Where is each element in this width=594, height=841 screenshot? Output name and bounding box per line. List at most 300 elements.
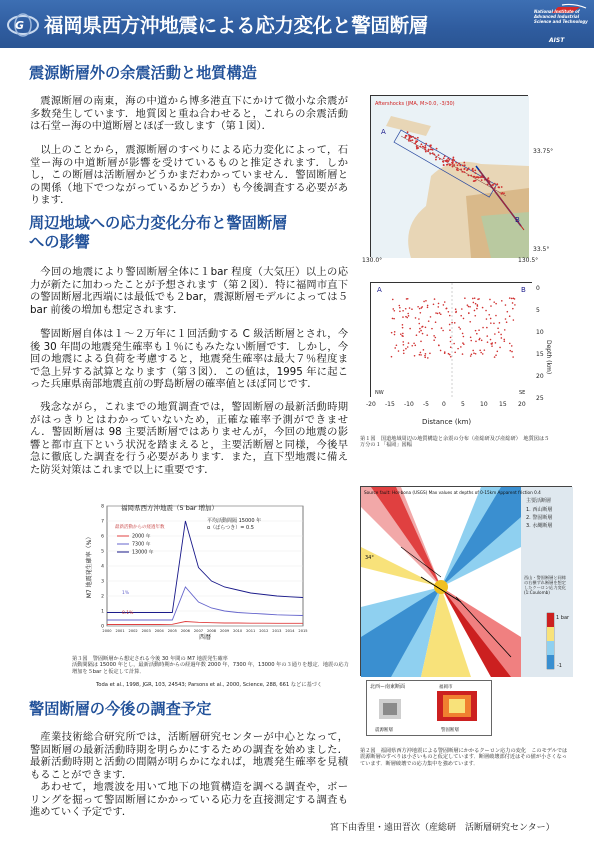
aftershock-dot	[438, 154, 440, 156]
hypocenter-dot	[400, 333, 402, 335]
aftershock-dot	[463, 162, 465, 164]
hypocenter-dot	[459, 328, 461, 330]
hypocenter-dot	[392, 308, 394, 310]
hypocenter-dot	[461, 308, 463, 310]
figure2-legend-item-1: 1. 西山断層	[526, 507, 553, 513]
aftershock-dot	[473, 176, 475, 178]
aftershock-dot	[466, 169, 468, 171]
aftershock-dot	[443, 164, 445, 166]
hypocenter-dot	[499, 347, 501, 349]
hypocenter-dot	[442, 330, 444, 332]
figure1-section-label-b: B	[521, 286, 526, 294]
hypocenter-dot	[401, 335, 403, 337]
figure3-chart	[87, 500, 309, 640]
hypocenter-dot	[450, 346, 452, 348]
hypocenter-dot	[408, 315, 410, 317]
hypocenter-dot	[486, 335, 488, 337]
section3-paragraph-2: あわせて，地震波を用いて地下の地質構造を調べる調査や，ボーリングを掘って警固断層にかかっている応力を直接測定する調査も進めていく予定です．	[30, 781, 348, 819]
hypocenter-dot	[415, 317, 417, 319]
section2-paragraph-3: 残念ながら，これまでの地質調査では，警固断層の最新活動時期がはっきりとはわかっていないため，正確な確率予測ができません．警固断層は 98 主要活断層ではありませんが，今回の地震の影響と都市直下という状況を踏まえると，主要活断層と同様，今後早急に徹底した調査を行う必要があります．また，直下型地震に備えた防災対策はこれまで以上に重要です．	[30, 401, 348, 476]
hypocenter-dot	[419, 308, 421, 310]
figure2-inset-graphic	[367, 681, 493, 737]
hypocenter-dot	[495, 354, 497, 356]
hypocenter-dot	[422, 333, 424, 335]
hypocenter-dot	[472, 298, 474, 300]
hypocenter-dot	[420, 312, 422, 314]
hypocenter-dot	[430, 316, 432, 318]
figure1-distance-tick: 5	[461, 401, 465, 408]
aftershock-dot	[503, 192, 505, 194]
figure2-scale-max: 1 bar	[556, 615, 570, 621]
aftershock-dot	[462, 165, 464, 167]
aftershock-dot	[468, 174, 470, 176]
hypocenter-dot	[493, 323, 495, 325]
hypocenter-dot	[500, 334, 502, 336]
hypocenter-dot	[420, 330, 422, 332]
hypocenter-dot	[454, 351, 456, 353]
figure1-caption: 第１図 国道地域周辺の地質構造と余震の分布（産総研及び産総研） 地質図は５万分の１「福岡」図幅	[360, 436, 550, 449]
aftershock-dot	[496, 184, 498, 186]
hypocenter-dot	[474, 315, 476, 317]
hypocenter-dot	[477, 298, 479, 300]
hypocenter-dot	[514, 298, 516, 300]
hypocenter-dot	[495, 342, 497, 344]
hypocenter-dot	[449, 315, 451, 317]
figure3-xtick: 2012	[259, 629, 269, 633]
aftershock-dot	[464, 164, 466, 166]
figure2-inset-section	[366, 680, 492, 736]
hypocenter-dot	[514, 304, 516, 306]
figure1-depth-tick: 25	[536, 395, 544, 402]
hypocenter-dot	[444, 352, 446, 354]
figure3-xtick: 2006	[180, 629, 190, 633]
section1-title-text: 震源断層外の余震活動と地質構造	[29, 64, 257, 82]
figure2-box-title: Source fault: Hor-bona (USGS) Max values at depths of 0-15km Apparent friction 0.4	[364, 490, 541, 495]
figure1-lon-right: 130.5°	[518, 257, 539, 264]
figure1-distance-tick: -10	[404, 401, 414, 408]
hypocenter-dot	[453, 343, 455, 345]
hypocenter-dot	[407, 313, 409, 315]
hypocenter-dot	[402, 316, 404, 318]
aftershock-dot	[461, 171, 463, 173]
hypocenter-dot	[455, 311, 457, 313]
hypocenter-dot	[413, 342, 415, 344]
hypocenter-dot	[491, 345, 493, 347]
figure1-distance-tick: -5	[423, 401, 429, 408]
hypocenter-dot	[402, 310, 404, 312]
section1-paragraph-1: 震源断層の南東，海の中道から博多港直下にかけて微小な余震が多数発生しています．地質図と重ね合わせると，これらの余震活動は石堂ー海の中道断層とほぼ一致します（第１図）．	[30, 95, 348, 133]
hypocenter-dot	[469, 306, 471, 308]
authors-footer: 宮下由香里・遠田晋次（産総研 活断層研究センター）	[330, 823, 555, 833]
aftershock-dot	[494, 183, 496, 185]
figure3-xtick: 2008	[206, 629, 217, 633]
hypocenter-dot	[394, 334, 396, 336]
hypocenter-dot	[512, 302, 514, 304]
hypocenter-dot	[409, 307, 411, 309]
hypocenter-dot	[460, 315, 462, 317]
aftershock-dot	[414, 137, 416, 139]
aftershock-dot	[472, 170, 474, 172]
figure2-inset-source: 震源断層	[375, 728, 393, 733]
aftershock-dot	[416, 145, 418, 147]
hypocenter-dot	[419, 328, 421, 330]
hypocenter-dot	[396, 344, 398, 346]
figure3-caption: 第３図 警固断層から想定される今後 30 年間の M7 地震発生確率 活動間隔は 15000 年とし，最新活動時期からの経過年数 2000 年，7300 年，13000 年の３通りを想定．地震の応力増加を５bar と仮定して計算．	[72, 656, 349, 675]
aftershock-dot	[425, 143, 427, 145]
hypocenter-dot	[418, 318, 420, 320]
aftershock-dot	[439, 158, 441, 160]
hypocenter-dot	[512, 308, 514, 310]
hypocenter-dot	[419, 354, 421, 356]
aftershock-dot	[492, 184, 494, 186]
hypocenter-dot	[482, 327, 484, 329]
figure3-ytick: 3	[101, 579, 104, 585]
figure1-distance-tick: 0	[442, 401, 446, 408]
hypocenter-dot	[473, 352, 475, 354]
hypocenter-dot	[424, 355, 426, 357]
aftershock-dot	[478, 177, 480, 179]
aftershock-dot	[442, 161, 444, 163]
aftershock-dot	[416, 148, 418, 150]
hypocenter-dot	[474, 297, 476, 299]
hypocenter-dot	[511, 298, 513, 300]
hypocenter-dot	[494, 356, 496, 358]
hypocenter-dot	[402, 324, 404, 326]
figure1-map-label-a: A	[381, 128, 386, 136]
hypocenter-dot	[437, 306, 439, 308]
figure2-lat: 34°	[365, 555, 374, 561]
hypocenter-dot	[504, 329, 506, 331]
aftershock-dot	[421, 143, 423, 145]
hypocenter-dot	[444, 301, 446, 303]
hypocenter-dot	[490, 339, 492, 341]
hypocenter-dot	[435, 312, 437, 314]
figure1-map	[370, 95, 528, 257]
hypocenter-dot	[475, 341, 477, 343]
aftershock-dot	[407, 131, 409, 133]
figure1-section-label-a: A	[377, 286, 382, 294]
hypocenter-dot	[433, 339, 435, 341]
hypocenter-dot	[509, 343, 511, 345]
aftershock-dot	[476, 176, 478, 178]
hypocenter-dot	[420, 352, 422, 354]
hypocenter-dot	[440, 350, 442, 352]
aftershock-dot	[494, 187, 496, 189]
figure3-xtick: 2000	[102, 629, 112, 633]
hypocenter-dot	[394, 347, 396, 349]
hypocenter-dot	[405, 308, 407, 310]
hypocenter-dot	[419, 331, 421, 333]
hypocenter-dot	[503, 339, 505, 341]
hypocenter-dot	[423, 349, 425, 351]
hypocenter-dot	[457, 348, 459, 350]
hypocenter-dot	[450, 337, 452, 339]
hypocenter-dot	[462, 342, 464, 344]
hypocenter-dot	[501, 337, 503, 339]
figure1-lat-bot: 33.5°	[533, 246, 550, 253]
figure1-distance-tick: -15	[385, 401, 395, 408]
aftershock-dot	[500, 193, 502, 195]
figure2-scale-min: -1	[557, 663, 562, 669]
hypocenter-dot	[399, 311, 401, 313]
hypocenter-dot	[462, 353, 464, 355]
figure3-xtick: 2009	[220, 629, 230, 633]
hypocenter-dot	[463, 336, 465, 338]
figure3-xtick: 2014	[285, 629, 295, 633]
aftershock-dot	[458, 163, 460, 165]
aist-abbr: AIST	[549, 37, 565, 44]
hypocenter-dot	[394, 331, 396, 333]
hypocenter-dot	[485, 310, 487, 312]
aftershock-dot	[498, 186, 500, 188]
aftershock-dot	[452, 166, 454, 168]
figure2-legend-item-3: 3. 水縄断層	[526, 523, 553, 529]
figure1-depth-tick: 20	[536, 373, 544, 380]
aftershock-dot	[447, 158, 449, 160]
section2-title-line2: への影響	[29, 233, 90, 251]
hypocenter-dot	[399, 307, 401, 309]
figure1-depth-tick: 5	[536, 307, 540, 314]
aftershock-dot	[408, 138, 410, 140]
figure3-xtick: 2007	[193, 629, 204, 633]
aftershock-dot	[472, 168, 474, 170]
hypocenter-dot	[391, 356, 393, 358]
figure2-scale-note: 西山・警固断層と同様の右横ずれ断層を想定したクーロン応力変化 (1:Coulomb)	[524, 575, 566, 595]
aftershock-dot	[453, 164, 455, 166]
hypocenter-dot	[438, 344, 440, 346]
hypocenter-dot	[470, 336, 472, 338]
figure1-depth-tick: 15	[536, 351, 544, 358]
section3-title-text: 警固断層の今後の調査予定	[29, 700, 212, 718]
hypocenter-dot	[439, 312, 441, 314]
aist-fullname: National Institute of Advanced Industrial Science and Technology	[534, 9, 588, 24]
hypocenter-dot	[507, 311, 509, 313]
hypocenter-dot	[399, 305, 401, 307]
hypocenter-dot	[495, 315, 497, 317]
hypocenter-dot	[486, 327, 488, 329]
figure3-xlabel: 西暦	[198, 634, 212, 641]
hypocenter-dot	[499, 322, 501, 324]
hypocenter-dot	[511, 351, 513, 353]
hypocenter-dot	[511, 345, 513, 347]
aftershock-dot	[474, 169, 476, 171]
hypocenter-dot	[398, 350, 400, 352]
hypocenter-dot	[509, 297, 511, 299]
figure3-ytick: 6	[101, 534, 104, 540]
figure3-xtick: 2002	[128, 629, 138, 633]
aftershock-dot	[425, 147, 427, 149]
aftershock-dot	[443, 157, 445, 159]
figure3-ytick: 7	[101, 519, 104, 525]
figure2-caption: 第２図 福岡県西方沖地震による警固断層にかかるクーロン応力の変化 このモデルでは震源断層のすべりは小さいものと仮定しています．断層破壊部付近はその値が小さくなっています．断層破壊での応力集中を強めています．	[360, 748, 568, 767]
figure1-map-header: Aftershocks (JMA, M>0.0, -3/30)	[375, 101, 455, 107]
section3-paragraph-1: 産業技術総合研究所では，活断層研究センターが中心となって，警固断層の最新活動時期を明らかにするための調査を始めました．最新活動時期と活動の間隔が明らかになれば，地震発生確率を見積もることができます．	[30, 731, 348, 781]
hypocenter-dot	[405, 316, 407, 318]
figure3-xtick: 2005	[167, 629, 177, 633]
aftershock-dot	[455, 162, 457, 164]
hypocenter-dot	[482, 307, 484, 309]
hypocenter-dot	[392, 318, 394, 320]
aftershock-dot	[405, 135, 407, 137]
aftershock-dot	[456, 167, 458, 169]
hypocenter-dot	[462, 333, 464, 335]
aftershock-dot	[464, 168, 466, 170]
aftershock-dot	[436, 148, 438, 150]
hypocenter-dot	[425, 300, 427, 302]
aftershock-dot	[457, 164, 459, 166]
figure3-ytick: 0	[101, 624, 104, 630]
hypocenter-dot	[497, 351, 499, 353]
hypocenter-dot	[498, 331, 500, 333]
figure2-inset-title: 北西ー南東断面	[370, 684, 406, 690]
aftershock-dot	[449, 159, 451, 161]
hypocenter-dot	[503, 340, 505, 342]
hypocenter-dot	[476, 308, 478, 310]
hypocenter-dot	[393, 318, 395, 320]
institute-logo-icon	[6, 12, 40, 38]
aftershock-dot	[475, 180, 477, 182]
aftershock-dot	[430, 144, 432, 146]
hypocenter-dot	[403, 344, 405, 346]
hypocenter-dot	[470, 355, 472, 357]
aftershock-dot	[425, 151, 427, 153]
hypocenter-dot	[481, 340, 483, 342]
hypocenter-dot	[409, 328, 411, 330]
hypocenter-dot	[421, 306, 423, 308]
aftershock-dot	[470, 175, 472, 177]
hypocenter-dot	[478, 329, 480, 331]
hypocenter-dot	[423, 301, 425, 303]
figure1-depth-tick: 10	[536, 329, 544, 336]
hypocenter-dot	[448, 353, 450, 355]
hypocenter-dot	[490, 305, 492, 307]
figure1-distance-tick: 20	[518, 401, 526, 408]
figure2-inset-city: 福岡市	[439, 685, 453, 690]
hypocenter-dot	[425, 353, 427, 355]
aftershock-dot	[424, 149, 426, 151]
figure1-distance-tick: -20	[366, 401, 376, 408]
figure2-legend-title: 主要活断層	[526, 498, 552, 504]
hypocenter-dot	[403, 350, 405, 352]
hypocenter-dot	[474, 310, 476, 312]
figure3-param-1: 平均活動間隔 15000 年	[207, 518, 262, 524]
hypocenter-dot	[431, 328, 433, 330]
hypocenter-dot	[477, 304, 479, 306]
hypocenter-dot	[480, 352, 482, 354]
figure3-note: Toda et al., 1998, JGR, 103, 24543; Parsons et al., 2000, Science, 288, 661 などに基づく	[96, 682, 323, 688]
hypocenter-dot	[469, 321, 471, 323]
hypocenter-dot	[435, 337, 437, 339]
figure3-param-2: α（ばらつき）= 0.5	[207, 525, 254, 531]
poster-title: 福岡県西方沖地震による応力変化と警固断層	[44, 14, 429, 37]
hypocenter-dot	[448, 311, 450, 313]
hypocenter-dot	[402, 333, 404, 335]
figure3-legend-label: 13000 年	[132, 550, 154, 556]
hypocenter-dot	[513, 319, 515, 321]
hypocenter-dot	[509, 315, 511, 317]
aftershock-dot	[410, 140, 412, 142]
hypocenter-dot	[438, 303, 440, 305]
figure3-ytick: 1	[101, 609, 104, 615]
hypocenter-dot	[449, 324, 451, 326]
hypocenter-dot	[460, 346, 462, 348]
hypocenter-dot	[476, 333, 478, 335]
hypocenter-dot	[416, 334, 418, 336]
figure3-legend-label: 2000 年	[132, 534, 151, 540]
hypocenter-dot	[394, 310, 396, 312]
aftershock-dot	[468, 167, 470, 169]
hypocenter-dot	[470, 340, 472, 342]
aftershock-dot	[422, 146, 424, 148]
poster-header	[0, 0, 594, 48]
aftershock-dot	[452, 163, 454, 165]
hypocenter-dot	[490, 322, 492, 324]
hypocenter-dot	[427, 357, 429, 359]
hypocenter-dot	[427, 307, 429, 309]
hypocenter-dot	[479, 350, 481, 352]
hypocenter-dot	[473, 302, 475, 304]
aftershock-dot	[410, 135, 412, 137]
aftershock-dot	[430, 146, 432, 148]
hypocenter-dot	[424, 357, 426, 359]
figure3-xtick: 2011	[246, 629, 256, 633]
hypocenter-dot	[495, 303, 497, 305]
aftershock-dot	[424, 145, 426, 147]
aftershock-dot	[408, 140, 410, 142]
aftershock-dot	[404, 136, 406, 138]
figure1-lat-top: 33.75°	[533, 148, 554, 155]
figure3-annotation-01pct: 0.1%	[122, 611, 134, 616]
hypocenter-dot	[414, 355, 416, 357]
aftershock-dot	[451, 160, 453, 162]
hypocenter-dot	[433, 335, 435, 337]
figure1-distance-tick: 10	[480, 401, 488, 408]
hypocenter-dot	[440, 313, 442, 315]
hypocenter-dot	[512, 356, 514, 358]
aftershock-dot	[447, 163, 449, 165]
hypocenter-dot	[509, 350, 511, 352]
hypocenter-dot	[435, 321, 437, 323]
hypocenter-dot	[417, 306, 419, 308]
aftershock-dot	[456, 169, 458, 171]
aftershock-dot	[452, 156, 454, 158]
section2-paragraph-2: 警固断層自体は１～２万年に１回活動する C 級活断層とされ，今後 30 年間の地震発生確率も１％にもみたない断層です．しかし，今回の地震による負荷を考慮すると，地震発生確率は最大７％程度まで急上昇する試算となります（第３図）．この値は，1995 年に起こった兵庫県南部地震直前の野島断層の確率値とほぼ同じです．	[30, 328, 348, 391]
hypocenter-dot	[471, 354, 473, 356]
aftershock-dot	[419, 146, 421, 148]
hypocenter-dot	[488, 314, 490, 316]
hypocenter-dot	[501, 300, 503, 302]
aftershock-dot	[435, 156, 437, 158]
aftershock-dot	[453, 159, 455, 161]
hypocenter-dot	[450, 341, 452, 343]
hypocenter-dot	[467, 304, 469, 306]
svg-text:G: G	[15, 19, 25, 32]
figure3-ytick: 5	[101, 549, 104, 555]
hypocenter-dot	[475, 303, 477, 305]
aftershock-dot	[412, 136, 414, 138]
hypocenter-dot	[402, 327, 404, 329]
figure1-section-se: SE	[519, 390, 526, 396]
hypocenter-dot	[420, 341, 422, 343]
figure3-ytick: 4	[101, 564, 104, 570]
figure1-lon-left: 130.0°	[362, 257, 383, 264]
hypocenter-dot	[414, 345, 416, 347]
aftershock-dot	[432, 152, 434, 154]
aftershock-dot	[460, 168, 462, 170]
aftershock-dot	[446, 160, 448, 162]
hypocenter-dot	[487, 341, 489, 343]
aftershock-dot	[429, 153, 431, 155]
